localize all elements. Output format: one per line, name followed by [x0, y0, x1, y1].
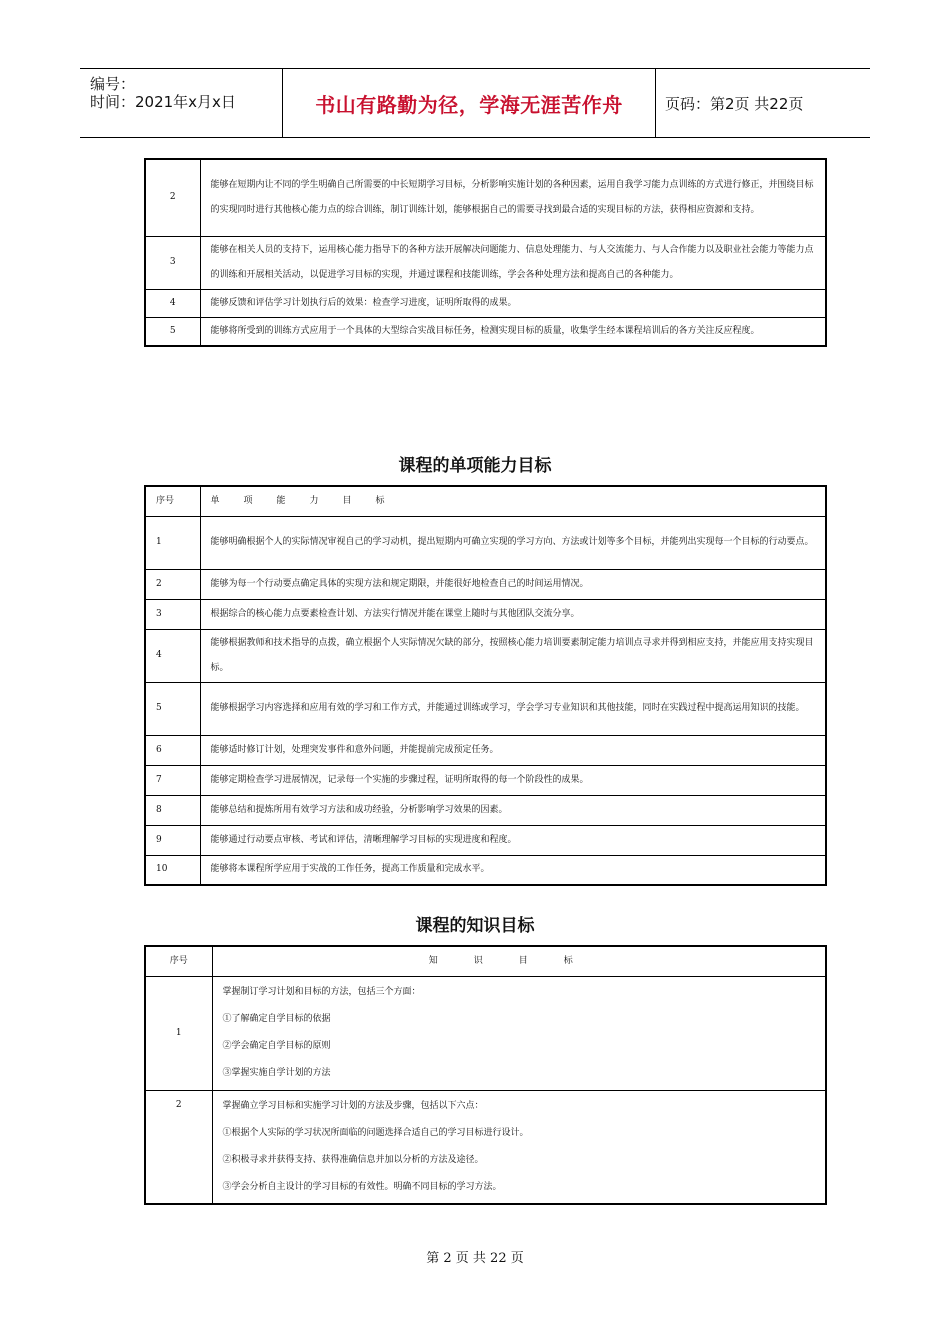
row-text [212, 976, 826, 1090]
knowledge-goals-title: 课程的知识目标 [415, 916, 535, 936]
document-code-label: 编号： [90, 75, 136, 93]
column-header-number: 序号 [145, 486, 200, 516]
knowledge-line: 掌握确立学习目标和实施学习计划的方法及步骤，包括以下六点： [222, 1100, 484, 1111]
table-row [145, 236, 826, 289]
row-text: 能够将本课程所学应用于实战的工作任务，提高工作质量和完成水平。 [200, 855, 826, 885]
table-row [145, 682, 826, 735]
table-row [145, 1090, 826, 1204]
ability-goals-title: 课程的单项能力目标 [398, 456, 552, 476]
header-page-number: 页码：第2页 共22页 [665, 94, 804, 113]
row-text: 能够通过行动要点审核、考试和评估，清晰理解学习目标的实现进度和程度。 [200, 825, 826, 855]
column-header-number: 序号 [145, 946, 212, 976]
knowledge-line: ①根据个人实际的学习状况所面临的问题选择合适自己的学习目标进行设计。 [222, 1127, 529, 1138]
table-row [145, 516, 826, 569]
page-footer: 第 2 页 共 22 页 [426, 1251, 524, 1266]
row-number: 5 [145, 317, 200, 346]
knowledge-line: ③掌握实施自学计划的方法 [222, 1068, 331, 1078]
row-text: 能够在相关人员的支持下，运用核心能力指导下的各种方法开展解决问题能力、信息处理能力、与人交流能力、与人合作能力以及职业社会能力等能力点的训练和开展相关活动，以促进学习目标的实现，并通过课程和技能训练，学会各种处理方法和提高自己的各种能力。 [200, 236, 826, 289]
document-date-label: 时间：2021年x月x日 [90, 93, 236, 111]
table-row [145, 795, 826, 825]
column-header-goal: 单项能力目标 [200, 486, 826, 516]
table-row [145, 289, 826, 317]
knowledge-goals-table [144, 945, 827, 1205]
continued-goals-table [144, 158, 827, 347]
row-number: 2 [145, 159, 200, 236]
row-number: 4 [145, 629, 200, 682]
table-row [145, 735, 826, 765]
row-number: 8 [145, 795, 200, 825]
row-number: 9 [145, 825, 200, 855]
row-number: 5 [145, 682, 200, 735]
row-text: 能够为每一个行动要点确定具体的实现方法和规定期限，并能很好地检查自己的时间运用情况。 [200, 569, 826, 599]
row-number: 1 [145, 976, 212, 1090]
table-header-row [145, 486, 826, 516]
row-text: 能够将所受到的训练方式应用于一个具体的大型综合实战目标任务，检测实现目标的质量，收集学生经本课程培训后的各方关注反应程度。 [200, 317, 826, 346]
row-text: 能够根据学习内容选择和应用有效的学习和工作方式，并能通过训练或学习，学会学习专业知识和其他技能，同时在实践过程中提高运用知识的技能。 [200, 682, 826, 735]
row-text: 能够定期检查学习进展情况，记录每一个实施的步骤过程，证明所取得的每一个阶段性的成果。 [200, 765, 826, 795]
table-row [145, 599, 826, 629]
row-text: 能够反馈和评估学习计划执行后的效果：检查学习进度，证明所取得的成果。 [200, 289, 826, 317]
row-number: 2 [145, 569, 200, 599]
header-motto: 书山有路勤为径，学海无涯苦作舟 [315, 92, 623, 117]
table-row [145, 765, 826, 795]
row-number: 2 [145, 1090, 212, 1204]
ability-goals-table [144, 485, 827, 886]
table-row [145, 569, 826, 599]
page-header [80, 68, 870, 138]
knowledge-line: ③学会分析自主设计的学习目标的有效性。明确不同目标的学习方法。 [222, 1181, 502, 1192]
knowledge-line: ②积极寻求并获得支持、获得准确信息并加以分析的方法及途径。 [222, 1154, 484, 1165]
table-row [145, 855, 826, 885]
row-text: 能够根据教师和技术指导的点拨，确立根据个人实际情况欠缺的部分，按照核心能力培训要素制定能力培训点寻求并得到相应支持，并能应用支持实现目标。 [200, 629, 826, 682]
knowledge-line: ①了解确定自学目标的依据 [222, 1014, 331, 1024]
row-number: 4 [145, 289, 200, 317]
table-header-row [145, 946, 826, 976]
row-text [212, 1090, 826, 1204]
row-number: 3 [145, 236, 200, 289]
row-number: 3 [145, 599, 200, 629]
column-header-goal: 知识目标 [212, 946, 826, 976]
table-row [145, 629, 826, 682]
row-text: 能够适时修订计划，处理突发事件和意外问题，并能提前完成预定任务。 [200, 735, 826, 765]
knowledge-line: ②学会确定自学目标的原则 [222, 1041, 331, 1051]
knowledge-line: 掌握制订学习计划和目标的方法，包括三个方面： [222, 987, 421, 997]
header-left-cell [80, 69, 282, 137]
table-row [145, 159, 826, 236]
row-number: 6 [145, 735, 200, 765]
row-number: 1 [145, 516, 200, 569]
header-motto-cell [282, 69, 656, 137]
row-text: 能够总结和提炼所用有效学习方法和成功经验，分析影响学习效果的因素。 [200, 795, 826, 825]
row-number: 7 [145, 765, 200, 795]
header-page-cell [655, 69, 870, 137]
row-text: 根据综合的核心能力点要素检查计划、方法实行情况并能在课堂上随时与其他团队交流分享。 [200, 599, 826, 629]
row-text: 能够明确根据个人的实际情况审视自己的学习动机，提出短期内可确立实现的学习方向、方法或计划等多个目标，并能列出实现每一个目标的行动要点。 [200, 516, 826, 569]
row-text: 能够在短期内让不同的学生明确自己所需要的中长短期学习目标，分析影响实施计划的各种因素，运用自我学习能力点训练的方式进行修正，并围绕目标的实现同时进行其他核心能力点的综合训练，制订训练计划，能够根据自己的需要寻找到最合适的实现目标的方法，获得相应资源和支持。 [200, 159, 826, 236]
row-number: 10 [145, 855, 200, 885]
table-row [145, 317, 826, 346]
table-row [145, 976, 826, 1090]
table-row [145, 825, 826, 855]
